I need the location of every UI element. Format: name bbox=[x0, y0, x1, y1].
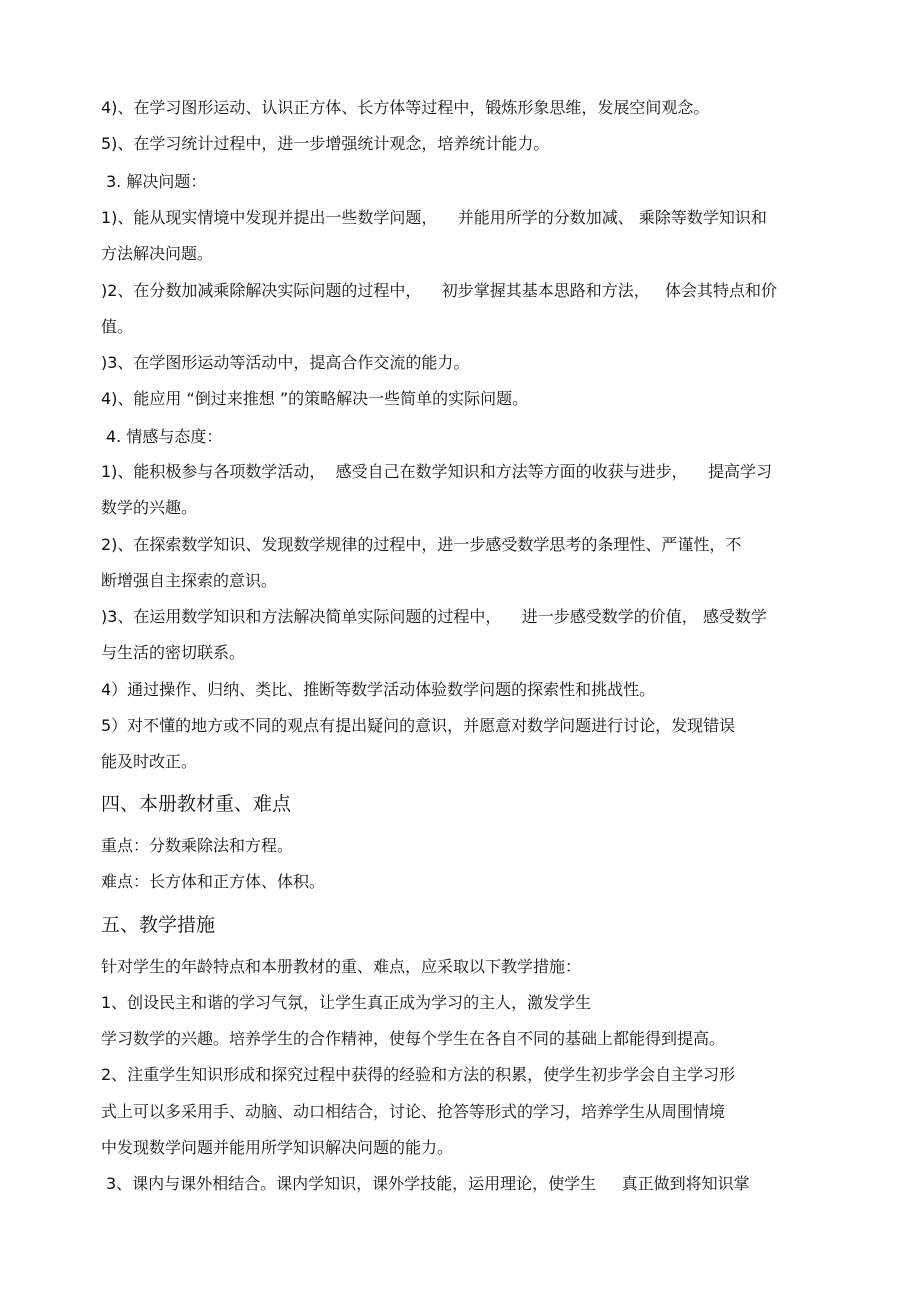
text-line: 式上可以多采用手、动脑、动口相结合，讨论、抢答等形式的学习，培养学生从周围情境 bbox=[101, 1102, 726, 1121]
text-line: 中发现数学问题并能用所学知识解决问题的能力。 bbox=[101, 1138, 454, 1157]
text-line: 4)、能应用 “倒过来推想 ”的策略解决一些简单的实际问题。 bbox=[101, 389, 529, 408]
section-heading: 四、本册教材重、难点 bbox=[101, 793, 292, 815]
text-line: 值。 bbox=[101, 317, 134, 336]
text-line: 断增强自主探索的意识。 bbox=[101, 571, 278, 590]
text-line: 能及时改正。 bbox=[101, 752, 198, 771]
text-line: 4. 情感与态度： bbox=[106, 427, 223, 446]
text-line: )3、在学图形运动等活动中，提高合作交流的能力。 bbox=[101, 353, 470, 372]
text-line: 2、注重学生知识形成和探究过程中获得的经验和方法的积累，使学生初步学会自主学习形 bbox=[101, 1065, 736, 1084]
text-line: 与生活的密切联系。 bbox=[101, 643, 246, 662]
text-line: 5)、在学习统计过程中，进一步增强统计观念，培养统计能力。 bbox=[101, 134, 550, 153]
text-line: 学习数学的兴趣。培养学生的合作精神，使每个学生在各自不同的基础上都能得到提高。 bbox=[101, 1029, 726, 1048]
text-line: 方法解决问题。 bbox=[101, 244, 214, 263]
text-line: 3. 解决问题： bbox=[106, 172, 207, 191]
text-line: )2、在分数加减乘除解决实际问题的过程中， 初步掌握其基本思路和方法， 体会其特点和价 bbox=[101, 281, 778, 300]
text-line: 2)、在探索数学知识、发现数学规律的过程中，进一步感受数学思考的条理性、严谨性，不 bbox=[101, 535, 742, 554]
text-line: 针对学生的年龄特点和本册教材的重、难点，应采取以下教学措施： bbox=[101, 957, 582, 976]
text-line: 4)、在学习图形运动、认识正方体、长方体等过程中，锻炼形象思维，发展空间观念。 bbox=[101, 98, 710, 117]
text-line: 3、课内与课外相结合。课内学知识，课外学技能，运用理论，使学生 真正做到将知识掌 bbox=[106, 1174, 750, 1193]
text-line: 4）通过操作、归纳、类比、推断等数学活动体验数学问题的探索性和挑战性。 bbox=[101, 680, 656, 699]
section-heading: 五、教学措施 bbox=[101, 914, 216, 936]
text-line: 1)、能积极参与各项数学活动， 感受自己在数学知识和方法等方面的收获与进步， 提高学习 bbox=[101, 462, 772, 481]
text-line: 数学的兴趣。 bbox=[101, 498, 198, 517]
text-line: 难点：长方体和正方体、体积。 bbox=[101, 872, 326, 891]
text-line: 1、创设民主和谐的学习气氛，让学生真正成为学习的主人，激发学生 bbox=[101, 993, 592, 1012]
text-line: 5）对不懂的地方或不同的观点有提出疑问的意识，并愿意对数学问题进行讨论，发现错误 bbox=[101, 716, 736, 735]
text-line: 1)、能从现实情境中发现并提出一些数学问题， 并能用所学的分数加减、 乘除等数学知识和 bbox=[101, 208, 767, 227]
text-line: 重点：分数乘除法和方程。 bbox=[101, 836, 294, 855]
text-line: )3、在运用数学知识和方法解决简单实际问题的过程中， 进一步感受数学的价值， 感受数学 bbox=[101, 607, 767, 626]
